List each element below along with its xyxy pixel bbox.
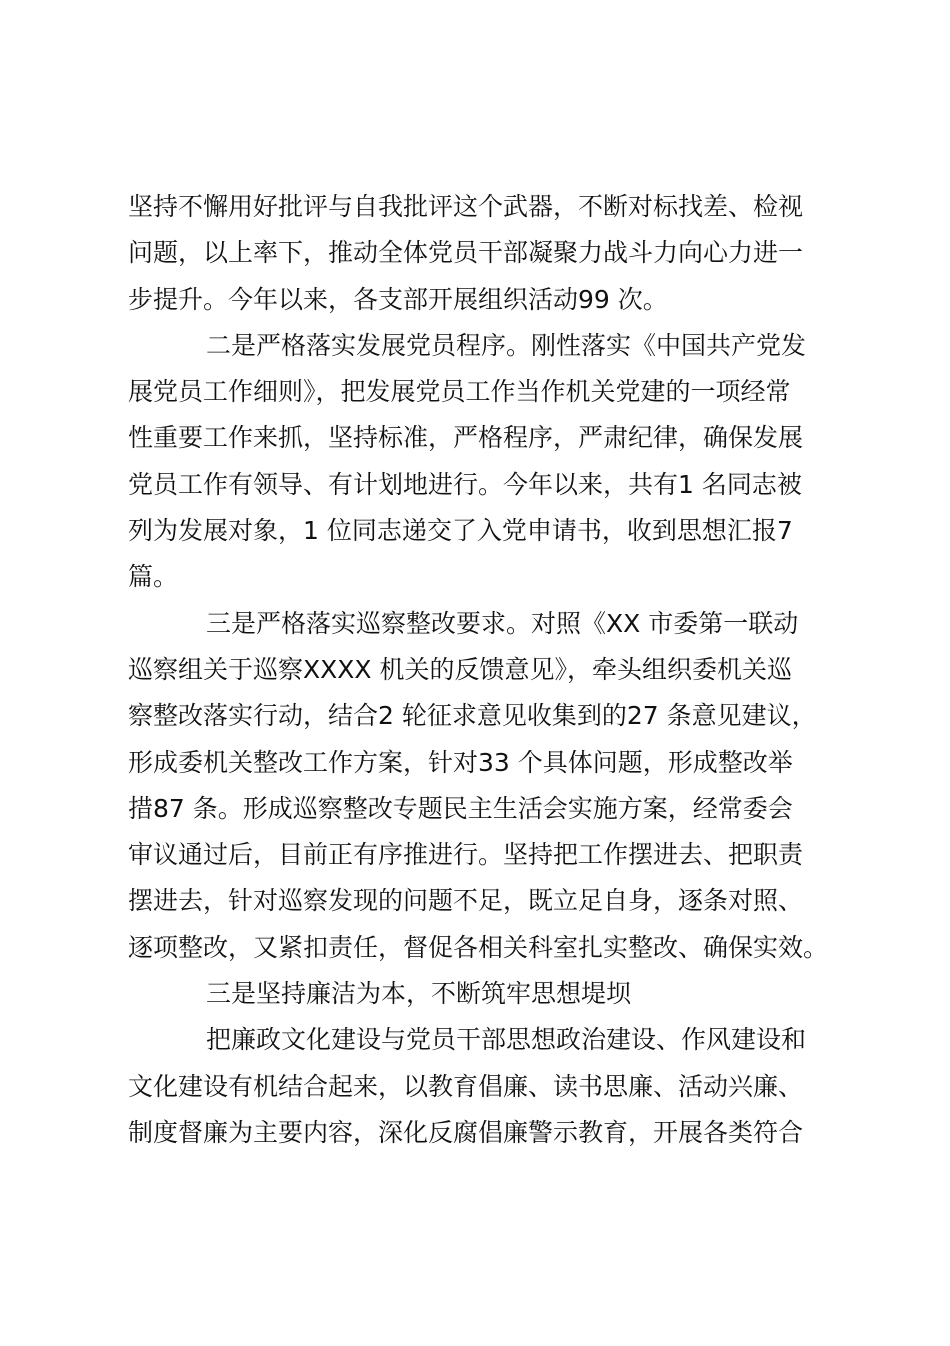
text-line: 篇。 xyxy=(128,562,179,592)
text-line: 措87 条。形成巡察整改专题民主生活会实施方案，经常委会 xyxy=(128,793,793,823)
text-line: 步提升。今年以来，各支部开展组织活动99 次。 xyxy=(128,284,668,314)
paragraph-start-line: 二是严格落实发展党员程序。刚性落实《中国共产党发 xyxy=(206,330,807,360)
body-text xyxy=(128,184,868,1156)
text-line: 问题，以上率下，推动全体党员干部凝聚力战斗力向心力进一 xyxy=(128,238,804,268)
text-line: 性重要工作来抓，坚持标准，严格程序，严肃纪律，确保发展 xyxy=(128,423,804,453)
text-line: 文化建设有机结合起来，以教育倡廉、读书思廉、活动兴廉、 xyxy=(128,1071,804,1101)
text-line: 党员工作有领导、有计划地进行。今年以来，共有1 名同志被 xyxy=(128,469,802,499)
text-line: 坚持不懈用好批评与自我批评这个武器，不断对标找差、检视 xyxy=(128,192,804,221)
text-line: 列为发展对象，1 位同志递交了入党申请书，收到思想汇报7 xyxy=(128,516,793,546)
text-line: 制度督廉为主要内容，深化反腐倡廉警示教育，开展各类符合 xyxy=(128,1117,804,1147)
text-line: 逐项整改，又紧扣责任，督促各相关科室扎实整改、确保实效。 xyxy=(128,932,829,962)
paragraph-start-line: 三是严格落实巡察整改要求。对照《XX 市委第一联动 xyxy=(206,608,799,638)
section-heading: 三是坚持廉洁为本，不断筑牢思想堤坝 xyxy=(206,979,632,1009)
text-line: 展党员工作细则》，把发展党员工作当作机关党建的一项经常 xyxy=(128,377,791,407)
text-line: 察整改落实行动，结合2 轮征求意见收集到的27 条意见建议， xyxy=(128,701,817,731)
paragraph-start-line: 把廉政文化建设与党员干部思想政治建设、作风建设和 xyxy=(206,1025,807,1055)
text-line: 巡察组关于巡察XXXX 机关的反馈意见》，牵头组织委机关巡 xyxy=(128,654,792,684)
text-line: 审议通过后，目前正有序推进行。坚持把工作摆进去、把职责 xyxy=(128,840,804,870)
text-line: 形成委机关整改工作方案，针对33 个具体问题，形成整改举 xyxy=(128,747,793,777)
text-line: 摆进去，针对巡察发现的问题不足，既立足自身，逐条对照、 xyxy=(128,886,804,916)
